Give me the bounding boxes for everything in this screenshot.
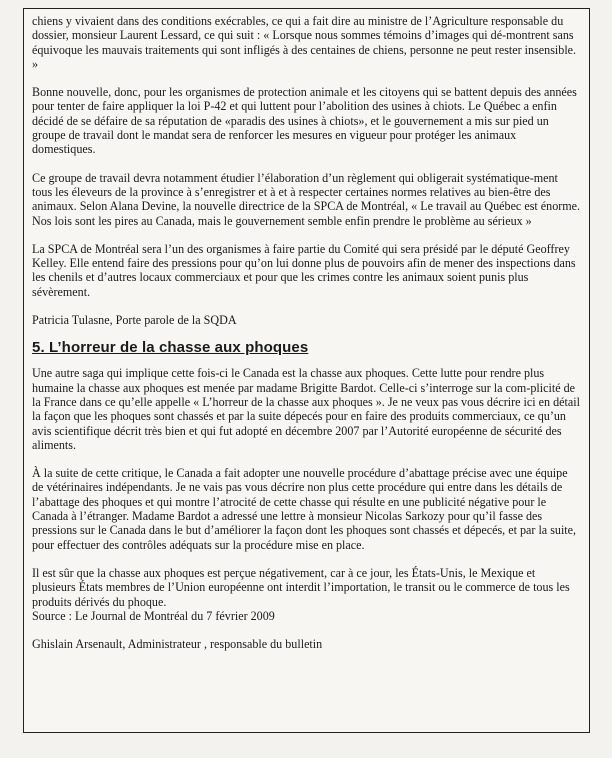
paragraph-intro-4: La SPCA de Montréal sera l’un des organismes à faire partie du Comité qui sera présidé par le député Geoffrey Kelley. Elle entend faire des pressions pour qu’on lui donne plus de pouvoirs afin de mener des inspections dans les chenils et d’autres locaux commerciaux et pour que les crimes contre les animaux soient punis plus sévèrement. <box>32 241 576 299</box>
paragraph-intro-2: Bonne nouvelle, donc, pour les organismes de protection animale et les citoyens qui se battent depuis des années pour tenter de faire appliquer la loi P-42 et qui luttent pour l’abolition des usines à chiots. Le Québec a enfin décidé de se défaire de sa réputation de «paradis des usines à chiots», et le gouvernement a mis sur pied un groupe de travail dont le mandat sera de renforcer les mesures en vigueur pour protéger les animaux domestiques. <box>32 85 577 157</box>
section-heading: 5. L’horreur de la chasse aux phoques <box>32 339 309 357</box>
signature-patricia: Patricia Tulasne, Porte parole de la SQDA <box>32 313 237 328</box>
paragraph-intro-1: chiens y vivaient dans des conditions exécrables, ce qui a fait dire au ministre de l’Agriculture responsable du dossier, monsieur Laurent Lessard, ce qui suit : « Lorsque nous sommes témoins d’images qui dé-montrent sans équivoque les mauvais traitements qui sont infligés à des centaines de chiens, personne ne peut rester insensible. » <box>32 14 577 71</box>
paragraph-section-2: À la suite de cette critique, le Canada a fait adopter une nouvelle procédure d’abattage précise avec une équipe de vétérinaires indépendants. Je ne vais pas vous décrire non plus cette procédure qui entre dans les détails de l’abattage des phoques et qui montre l’atrocité de cette chasse qui résulte en une publicité négative pour le Canada à l’étranger. Madame Bardot a adressé une lettre à monsieur Nicolas Sarkozy pour qu’il fasse des pressions sur le Canada dans le but d’améliorer la façon dont les phoques sont chassés et dépecés, et par la suite, pour effectuer des contrôles adéquats sur la procédure mise en place. <box>32 466 577 552</box>
source-line: Source : Le Journal de Montréal du 7 février 2009 <box>32 608 275 623</box>
document-page <box>23 8 590 733</box>
signature-ghislain: Ghislain Arsenault, Administrateur , responsable du bulletin <box>32 637 323 652</box>
paragraph-section-3: Il est sûr que la chasse aux phoques est perçue négativement, car à ce jour, les États-Unis, le Mexique et plusieurs États membres de l’Union européenne ont interdit l’importation, le transit ou le commerce de tous les produits dérivés du phoque. <box>32 565 570 609</box>
paragraph-section-1: Une autre saga qui implique cette fois-ci le Canada est la chasse aux phoques. Cette lutte pour rendre plus humaine la chasse aux phoques est menée par madame Brigitte Bardot. Celle-ci s’interroge sur la com-plicité de la France dans ce qu’elle appelle « L’horreur de la chasse aux phoques ». Je ne veux pas vous décrire ici en détail la façon que les phoques sont chassés et par la suite dépecés pour en faire des produits commerciaux, ce qu’un avis scientifique décrit très bien et qui fut adopté en décembre 2007 par l’Autorité européenne de sécurité des aliments. <box>32 366 580 452</box>
paragraph-intro-3: Ce groupe de travail devra notamment étudier l’élaboration d’un règlement qui obligerait systématique-ment tous les éleveurs de la province à s’enregistrer et à et à respecter certaines normes relatives au bien-être des animaux. Selon Alana Devine, la nouvelle directrice de la SPCA de Montréal, « Le travail au Québec est énorme. Nos lois sont les pires au Canada, mais le gouvernement semble enfin prendre le problème au sérieux » <box>32 170 581 228</box>
